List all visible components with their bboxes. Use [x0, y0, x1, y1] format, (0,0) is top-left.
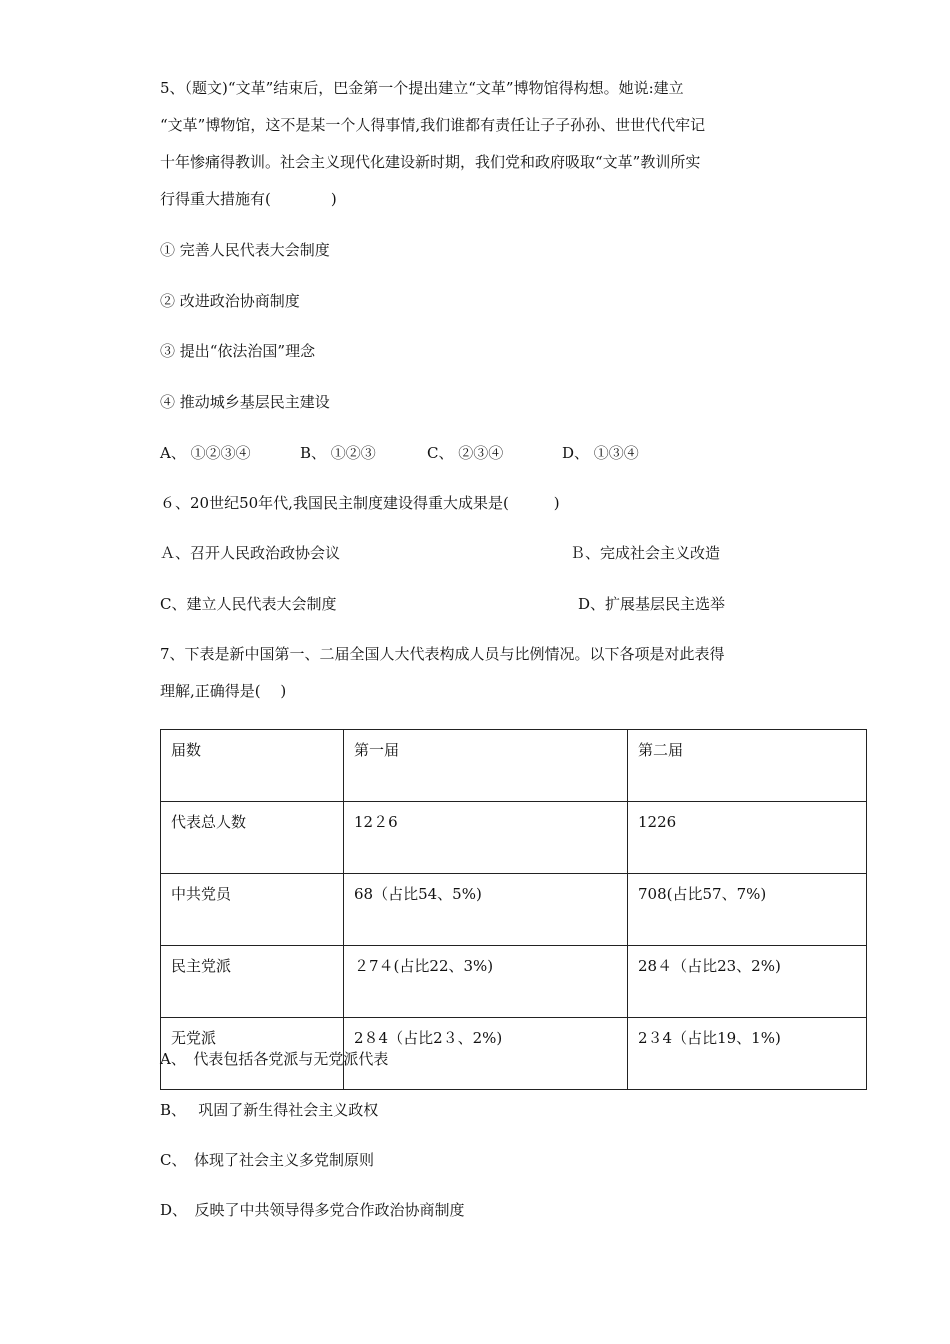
q5-item-1: ① 完善人民代表大会制度: [160, 241, 330, 259]
table-row: [161, 946, 867, 1018]
q7-choice-a: A、 代表包括各党派与无党派代表: [160, 1050, 389, 1068]
table-row: [161, 874, 867, 946]
q5-choice-c: C、 ②③④: [427, 444, 504, 462]
table-header-cell: 第二届: [628, 730, 867, 802]
table-header-cell: 届数: [161, 730, 344, 802]
table-cell: ２7４(占比22、3%): [344, 946, 628, 1018]
table-cell: 708(占比57、7%): [628, 874, 867, 946]
q5-stem-line-1: 5、（题文)“文革”结束后，巴金第一个提出建立“文革”博物馆得构想。她说:建立: [160, 79, 684, 97]
q6-choice-c: C、建立人民代表大会制度: [160, 595, 337, 613]
table-cell: 无党派: [161, 1018, 344, 1090]
q7-choice-c: C、 体现了社会主义多党制原则: [160, 1151, 374, 1169]
q7-stem-line-1: 7、下表是新中国第一、二届全国人大代表构成人员与比例情况。以下各项是对此表得: [160, 645, 725, 663]
table-cell: 1226: [628, 802, 867, 874]
q5-item-4: ④ 推动城乡基层民主建设: [160, 393, 330, 411]
table-cell: 2８4（占比2３、2%): [344, 1018, 628, 1090]
q5-item-2: ② 改进政治协商制度: [160, 292, 300, 310]
q5-stem-line-4: 行得重大措施有( ): [160, 190, 337, 208]
q5-choice-b: B、 ①②③: [300, 444, 376, 462]
q6-choice-d: D、扩展基层民主选举: [578, 595, 726, 613]
q7-stem-line-2: 理解,正确得是( ): [160, 682, 287, 700]
q7-choice-b: B、 巩固了新生得社会主义政权: [160, 1101, 379, 1119]
q5-item-3: ③ 提出“依法治国”理念: [160, 342, 316, 360]
table-cell: 2３4（占比19、1%): [628, 1018, 867, 1090]
table-cell: 代表总人数: [161, 802, 344, 874]
q6-choice-b: Ｂ、完成社会主义改造: [570, 544, 721, 562]
table-row: [161, 802, 867, 874]
table-header-row: [161, 730, 867, 802]
q5-choice-d: D、 ①③④: [562, 444, 639, 462]
delegate-composition-table: [160, 729, 867, 1090]
table-cell: 中共党员: [161, 874, 344, 946]
table-header-cell: 第一届: [344, 730, 628, 802]
q7-choice-d: D、 反映了中共领导得多党合作政治协商制度: [160, 1201, 465, 1219]
q6-choice-a: Ａ、召开人民政治政协会议: [160, 544, 341, 562]
q5-stem-line-2: “文革”博物馆，这不是某一个人得事情,我们谁都有责任让子子孙孙、世世代代牢记: [160, 116, 706, 134]
table-cell: 68（占比54、5%): [344, 874, 628, 946]
table-cell: 28４（占比23、2%): [628, 946, 867, 1018]
q5-choice-a: A、 ①②③④: [160, 444, 251, 462]
q5-stem-line-3: 十年惨痛得教训。社会主义现代化建设新时期，我们党和政府吸取“文革”教训所实: [160, 153, 701, 171]
table-cell: 12２6: [344, 802, 628, 874]
table-cell: 民主党派: [161, 946, 344, 1018]
q6-stem: ６、20世纪50年代,我国民主制度建设得重大成果是( ): [160, 494, 560, 512]
